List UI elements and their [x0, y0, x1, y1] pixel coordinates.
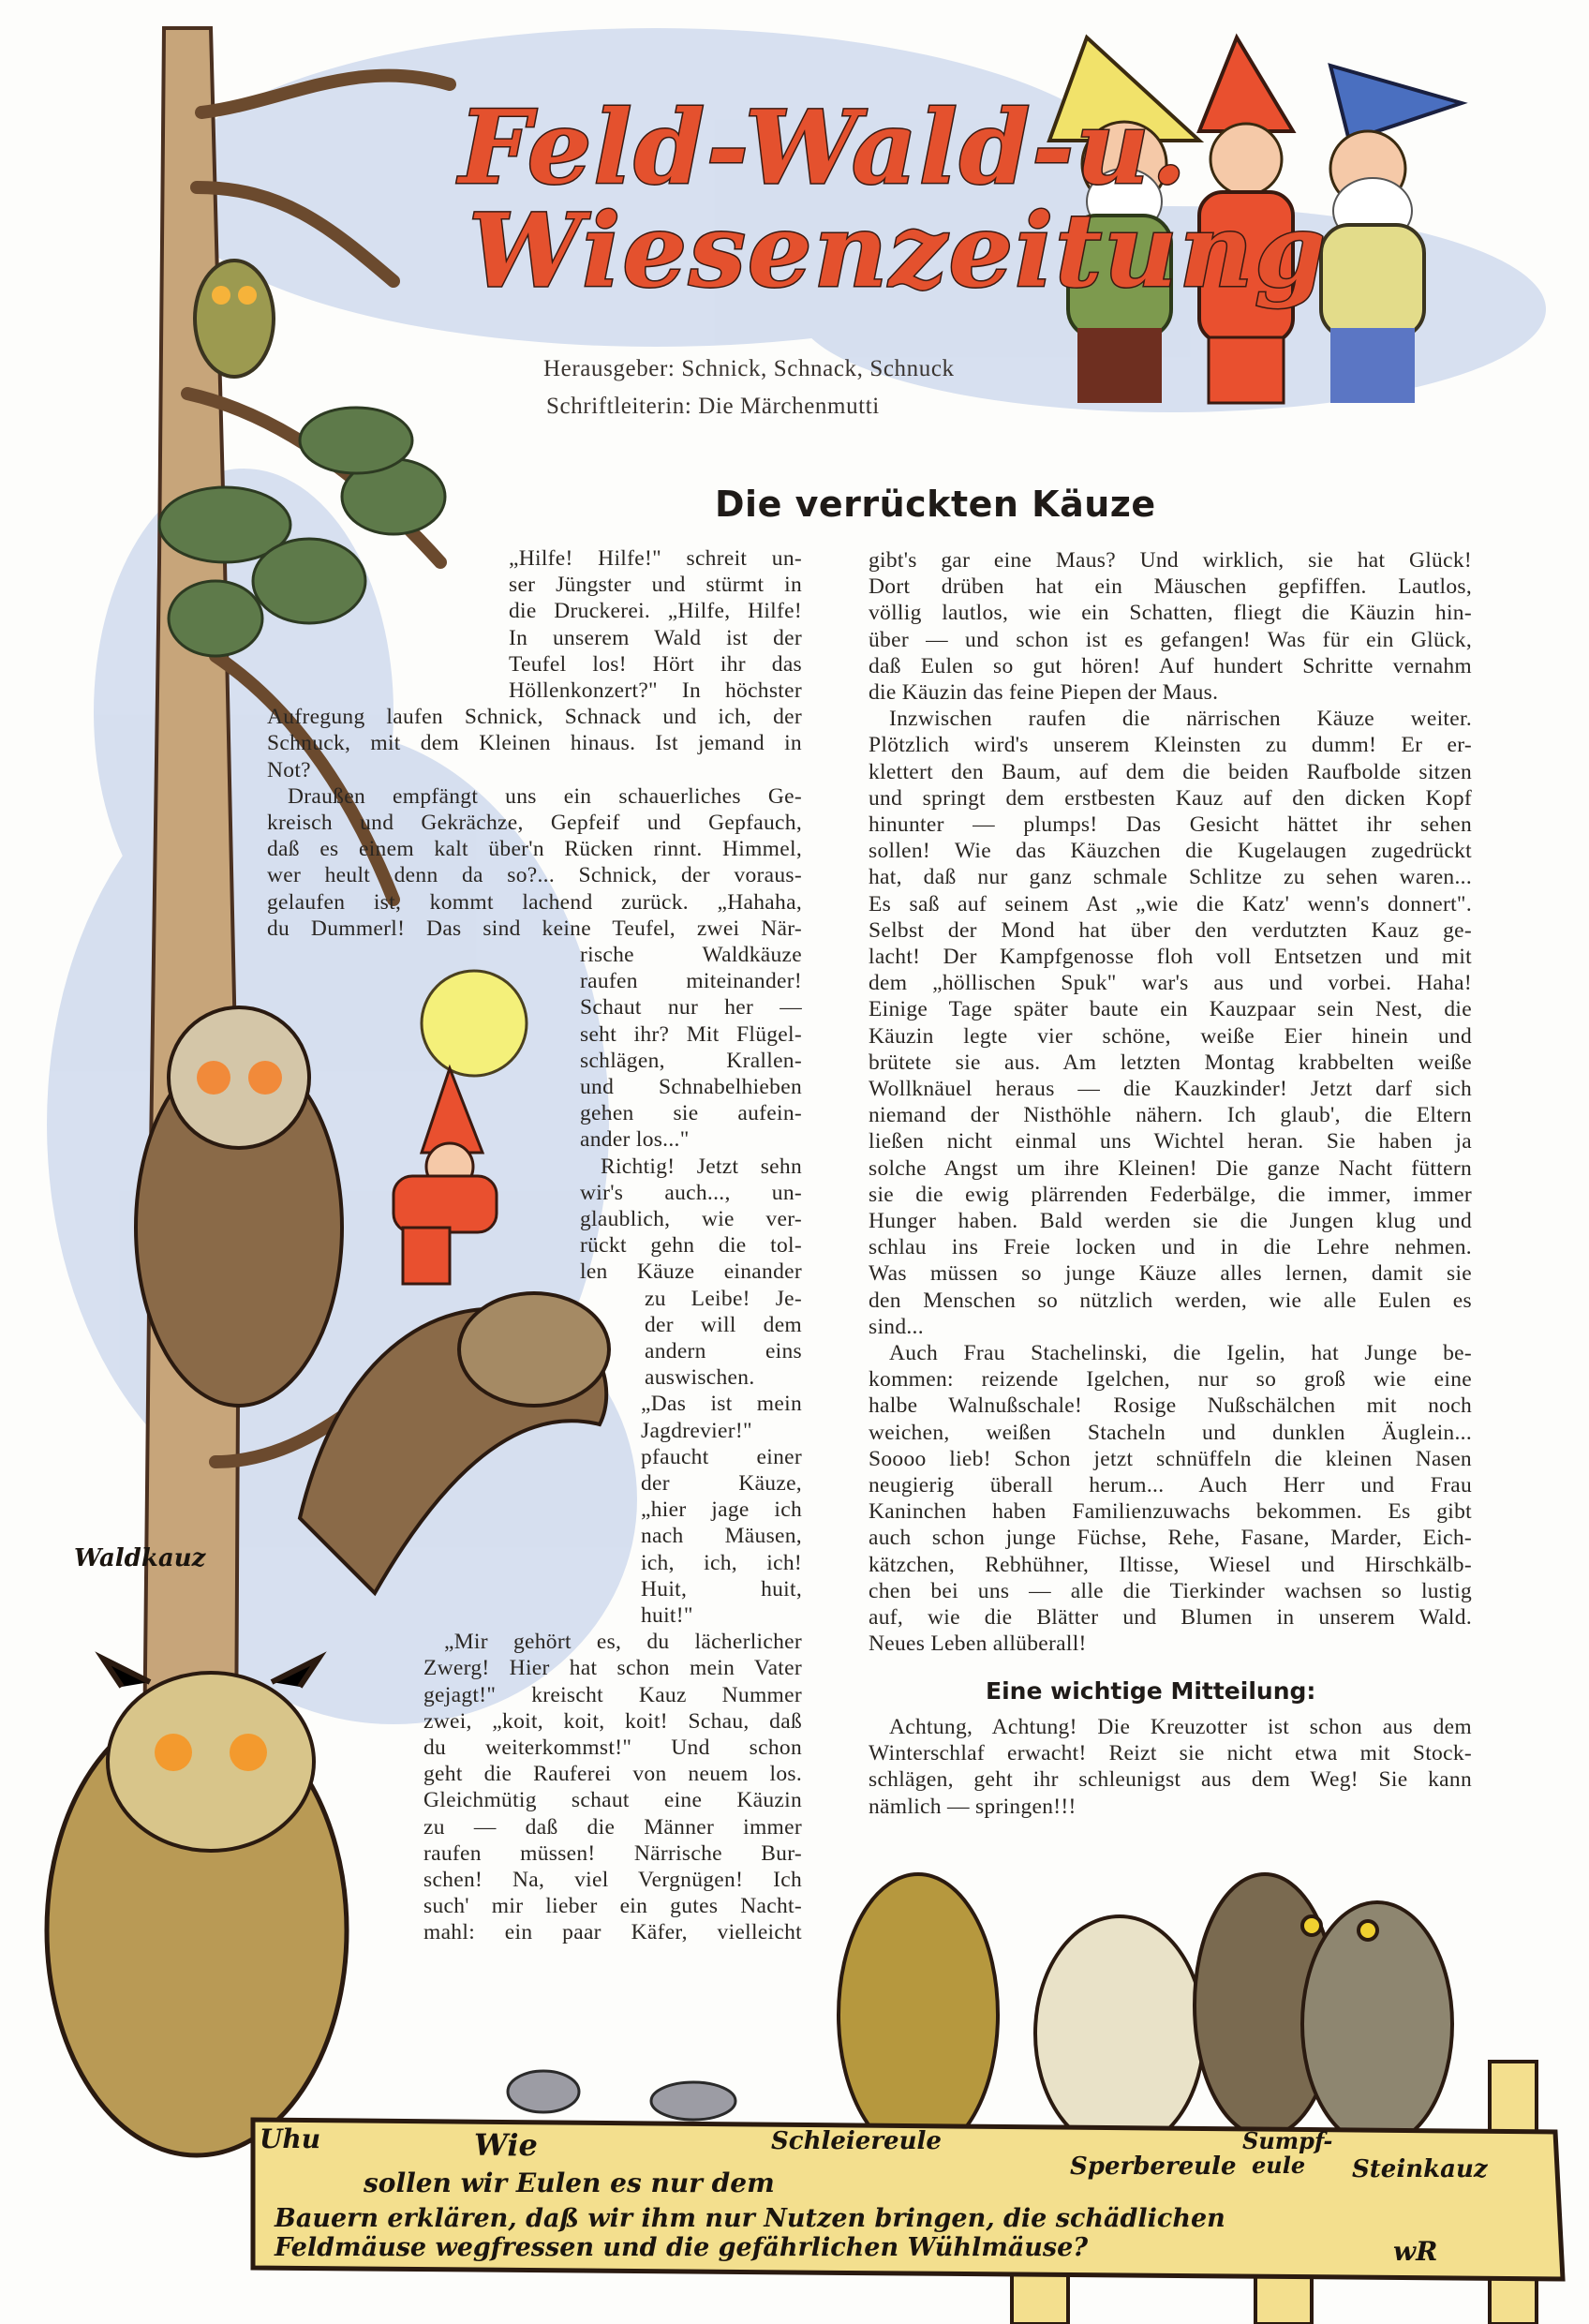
text-line: nämlich — springen!!! [869, 1794, 1077, 1819]
sign-label-sperbereule: Sperbereule [1070, 2153, 1237, 2181]
text-line: glaublich, wie ver- [580, 1207, 802, 1231]
hawk-owl [1035, 1916, 1204, 2151]
text-line: Höllenkonzert?" In höchster [509, 678, 802, 703]
sign-label-steinkauz: Steinkauz [1352, 2155, 1488, 2183]
text-line: Auch Frau Stachelinski, die Igelin, hat Junge be- [889, 1341, 1472, 1365]
text-line: Jagdrevier!" [641, 1418, 752, 1443]
text-line: Einige Tage später baute ein Kauzpaar sein Nest, die [869, 997, 1472, 1022]
text-line: Plötzlich wird's unserem Kleinsten zu dumm! Er er- [869, 733, 1472, 758]
text-line: sie die ewig plärrenden Federbälge, die immer, immer [869, 1182, 1472, 1207]
text-line: Teufel los! Hört ihr das [509, 651, 802, 677]
editor-credit: Schriftleiterin: Die Märchenmutti [546, 394, 880, 419]
text-line: chen bei uns — alle die Tierkinder wachsen so lustig [869, 1578, 1472, 1603]
text-line: gibt's gar eine Maus? Und wirklich, sie hat Glück! [869, 548, 1472, 573]
text-line: Hunger haben. Bald werden sie die Jungen klug und [869, 1209, 1472, 1233]
sign-caption-line-3: Feldmäuse wegfressen und die gefährlichen Wühlmäuse? [275, 2233, 1089, 2262]
sign-label-schleiereule: Schleiereule [771, 2127, 942, 2155]
text-line: mahl: ein paar Käfer, vielleicht [423, 1920, 802, 1945]
text-line: rückt gehn die tol- [580, 1233, 802, 1259]
text-line: schlau ins Freie locken und in die Lehre nehmen. [869, 1235, 1472, 1260]
text-line: Draußen empfängt uns ein schauerliches Ge- [288, 783, 802, 809]
text-line: wer heult denn da so?... Schnick, der voraus- [267, 863, 802, 888]
small-owl-on-branch [195, 261, 274, 377]
sign-caption-line-1: sollen wir Eulen es nur dem [364, 2168, 775, 2198]
sign-label-uhu: Uhu [260, 2123, 321, 2154]
text-line: Richtig! Jetzt sehn [601, 1154, 802, 1179]
text-line: gelaufen ist, kommt lachend zurück. „Hahaha, [267, 889, 802, 915]
text-line: ander los..." [580, 1127, 690, 1153]
text-line: gehen sie aufein- [580, 1101, 802, 1126]
text-line: sind... [869, 1314, 924, 1339]
text-line: schlägen, geht ihr schleunigst aus dem Weg! Sie kann [869, 1767, 1472, 1793]
text-line: halbe Walnußschale! Rosige Nußschälchen mit noch [869, 1393, 1472, 1419]
article-title: Die verrückten Käuze [715, 484, 1156, 525]
text-line: solche Angst um ihre Kleinen! Die ganze Nacht füttern [869, 1155, 1472, 1181]
waldkauz-label: Waldkauz [74, 1544, 206, 1572]
text-line: Wollknäuel heraus — die Kauzkinder! Jetzt darf sich [869, 1077, 1472, 1101]
text-line: Schnuck, mit dem Kleinen hinaus. Ist jemand in [267, 731, 802, 756]
text-line: raufen miteinander! [580, 969, 802, 994]
text-line: der will dem [645, 1312, 802, 1337]
text-line: Was müssen so junge Käuze alles lernen, damit sie [869, 1261, 1472, 1287]
text-line: „Mir gehört es, du lächerlicher [444, 1630, 802, 1655]
text-line: den Menschen so nützlich werden, wie alle Eulen es [869, 1288, 1472, 1313]
sign-label-sumpfeule-2: eule [1252, 2152, 1306, 2179]
text-line: len Käuze einander [580, 1259, 802, 1285]
text-line: kreisch und Gekrächze, Gepfeif und Gepfauch, [267, 811, 802, 835]
text-line: Aufregung laufen Schnick, Schnack und ich, der [267, 705, 802, 730]
text-line: völlig lautlos, wie ein Schatten, fliegt die Käuzin hin- [869, 601, 1472, 626]
eagle-owl [47, 1659, 347, 2155]
text-line: Schaut nur her — [580, 995, 802, 1020]
notice-title: Eine wichtige Mitteilung: [986, 1677, 1316, 1705]
little-owl [1302, 1902, 1452, 2146]
text-line: zu — daß die Männer immer [423, 1814, 802, 1840]
text-line: lacht! Der Kampfgenosse floh voll Entsetzen und mit [869, 945, 1472, 969]
text-line: andern eins [645, 1339, 802, 1363]
sign-caption-line-2: Bauern erklären, daß wir ihm nur Nutzen bringen, die schädlichen [275, 2204, 1225, 2233]
moon [422, 971, 527, 1076]
text-line: Soooo lieb! Schon jetzt schnüffeln die kleinen Nasen [869, 1446, 1472, 1471]
text-line: Käuzin legte vier schöne, weiße Eier hinein und [869, 1023, 1472, 1049]
text-line: auswischen. [645, 1365, 755, 1391]
masthead-title-line2: Wiesenzeitung [468, 192, 1328, 310]
text-line: nach Mäusen, [641, 1524, 802, 1549]
masthead-title-line1: Feld-Wald-u. [459, 89, 1189, 207]
text-line: Kaninchen haben Familienzuwachs bekommen. Es gibt [869, 1499, 1472, 1525]
text-line: Achtung, Achtung! Die Kreuzotter ist schon aus dem [889, 1715, 1472, 1739]
text-line: Winterschlaf erwacht! Reizt sie nicht etwa mit Stock- [869, 1741, 1472, 1766]
text-line: such' mir lieber ein gutes Nacht- [423, 1894, 802, 1919]
text-line: sollen! Wie das Käuzchen die Kugelaugen zugedrückt [869, 839, 1472, 864]
text-line: In unserem Wald ist der [509, 625, 802, 650]
text-line: pfaucht einer [641, 1444, 802, 1469]
text-line: auf, wie die Blätter und Blumen in unserem Wald. [869, 1605, 1472, 1630]
text-line: und springt dem erstbesten Kauz auf den dicken Kopf [869, 785, 1472, 811]
text-line: schen! Na, viel Vergnügen! Ich [423, 1868, 802, 1892]
text-line: und Schnabelhieben [580, 1075, 802, 1099]
text-line: Es saß auf seinem Ast „wie die Katz' wenn's donnert". [869, 891, 1472, 916]
text-line: kommen: reizende Igelchen, nur so groß wie eine [869, 1367, 1472, 1393]
publisher-credit: Herausgeber: Schnick, Schnack, Schnuck [543, 356, 955, 381]
text-line: raufen müssen! Närrische Bur- [423, 1840, 802, 1866]
text-line: zu Leibe! Je- [645, 1286, 802, 1311]
text-line: hinunter — plumps! Das Gesicht hättet ihr sehen [869, 812, 1472, 837]
text-line: huit!" [641, 1603, 693, 1628]
text-line: ließen nicht einmal uns Wichtel heran. Sie haben ja [869, 1129, 1472, 1155]
text-line: kätzchen, Rebhühner, Iltisse, Wiesel und Hirschkälb- [869, 1552, 1472, 1577]
text-line: Neues Leben allüberall! [869, 1631, 1087, 1657]
text-line: ser Jüngster und stürmt in [509, 573, 802, 598]
artist-signature: wR [1393, 2236, 1438, 2267]
text-line: seht ihr? Mit Flügel- [580, 1021, 802, 1047]
text-line: du Dummerl! Das sind keine Teufel, zwei När- [267, 916, 802, 941]
text-line: der Käuze, [641, 1471, 802, 1496]
text-line: die Käuzin das feine Piepen der Maus. [869, 680, 1219, 705]
text-line: geht die Rauferei von neuem los. [423, 1762, 802, 1787]
text-line: die Druckerei. „Hilfe, Hilfe! [509, 599, 802, 624]
text-line: wir's auch..., un- [580, 1180, 802, 1205]
text-line: rische Waldkäuze [580, 943, 802, 967]
text-line: „Das ist mein [641, 1392, 802, 1417]
text-line: daß es einem kalt über'n Rücken rinnt. Himmel, [267, 837, 802, 862]
text-line: Not? [267, 757, 311, 782]
text-line: ich, ich, ich! [641, 1550, 802, 1575]
text-line: über — und schon ist es gefangen! Was für ein Glück, [869, 627, 1472, 652]
sign-caption-line-0: Wie [474, 2127, 538, 2163]
text-line: dem „höllischen Spuk" war's aus und vorbei. Haha! [869, 971, 1472, 996]
text-line: niemand der Nisthöhle nähern. Ich glaub', die Eltern [869, 1103, 1472, 1128]
text-line: du weiterkommst!" Und schon [423, 1736, 802, 1760]
text-line: klettert den Baum, auf dem die beiden Raufbolde sitzen [869, 759, 1472, 784]
text-line: weichen, weißen Stacheln und dunklen Äuglein... [869, 1420, 1472, 1445]
text-line: schlägen, Krallen- [580, 1048, 802, 1073]
text-line: Huit, huit, [641, 1576, 802, 1601]
text-line: Selbst der Mond hat über den verdutzten Kauz ge- [869, 917, 1472, 943]
text-line: Zwerg! Hier hat schon mein Vater [423, 1656, 802, 1681]
sign-label-sumpfeule-1: Sumpf- [1242, 2127, 1333, 2154]
text-line: Dort drüben hat ein Mäuschen gepfiffen. Lautlos, [869, 574, 1472, 600]
text-line: Gleichmütig schaut eine Käuzin [423, 1788, 802, 1813]
text-line: neugierig überall herum... Auch Herr und Frau [869, 1473, 1472, 1497]
barn-owl [839, 1874, 998, 2155]
text-line: brütete sie aus. Am letzten Montag krabbelten weiße [869, 1050, 1472, 1075]
text-line: zwei, „koit, koit, koit! Schau, daß [423, 1708, 802, 1734]
text-line: gejagt!" kreischt Kauz Nummer [423, 1682, 802, 1707]
owls-on-fence [839, 1874, 1452, 2155]
text-line: auch schon junge Füchse, Rehe, Fasane, Marder, Eich- [869, 1526, 1472, 1551]
text-line: daß Eulen so gut hören! Auf hundert Schritte vernahm [869, 653, 1472, 678]
text-line: hat, daß nur ganz schmale Schlitze zu sehen waren... [869, 865, 1472, 890]
mice [508, 2071, 735, 2120]
text-line: Inzwischen raufen die närrischen Käuze weiter. [889, 707, 1472, 732]
text-line: „hier jage ich [641, 1497, 802, 1523]
text-line: „Hilfe! Hilfe!" schreit un- [509, 546, 802, 571]
